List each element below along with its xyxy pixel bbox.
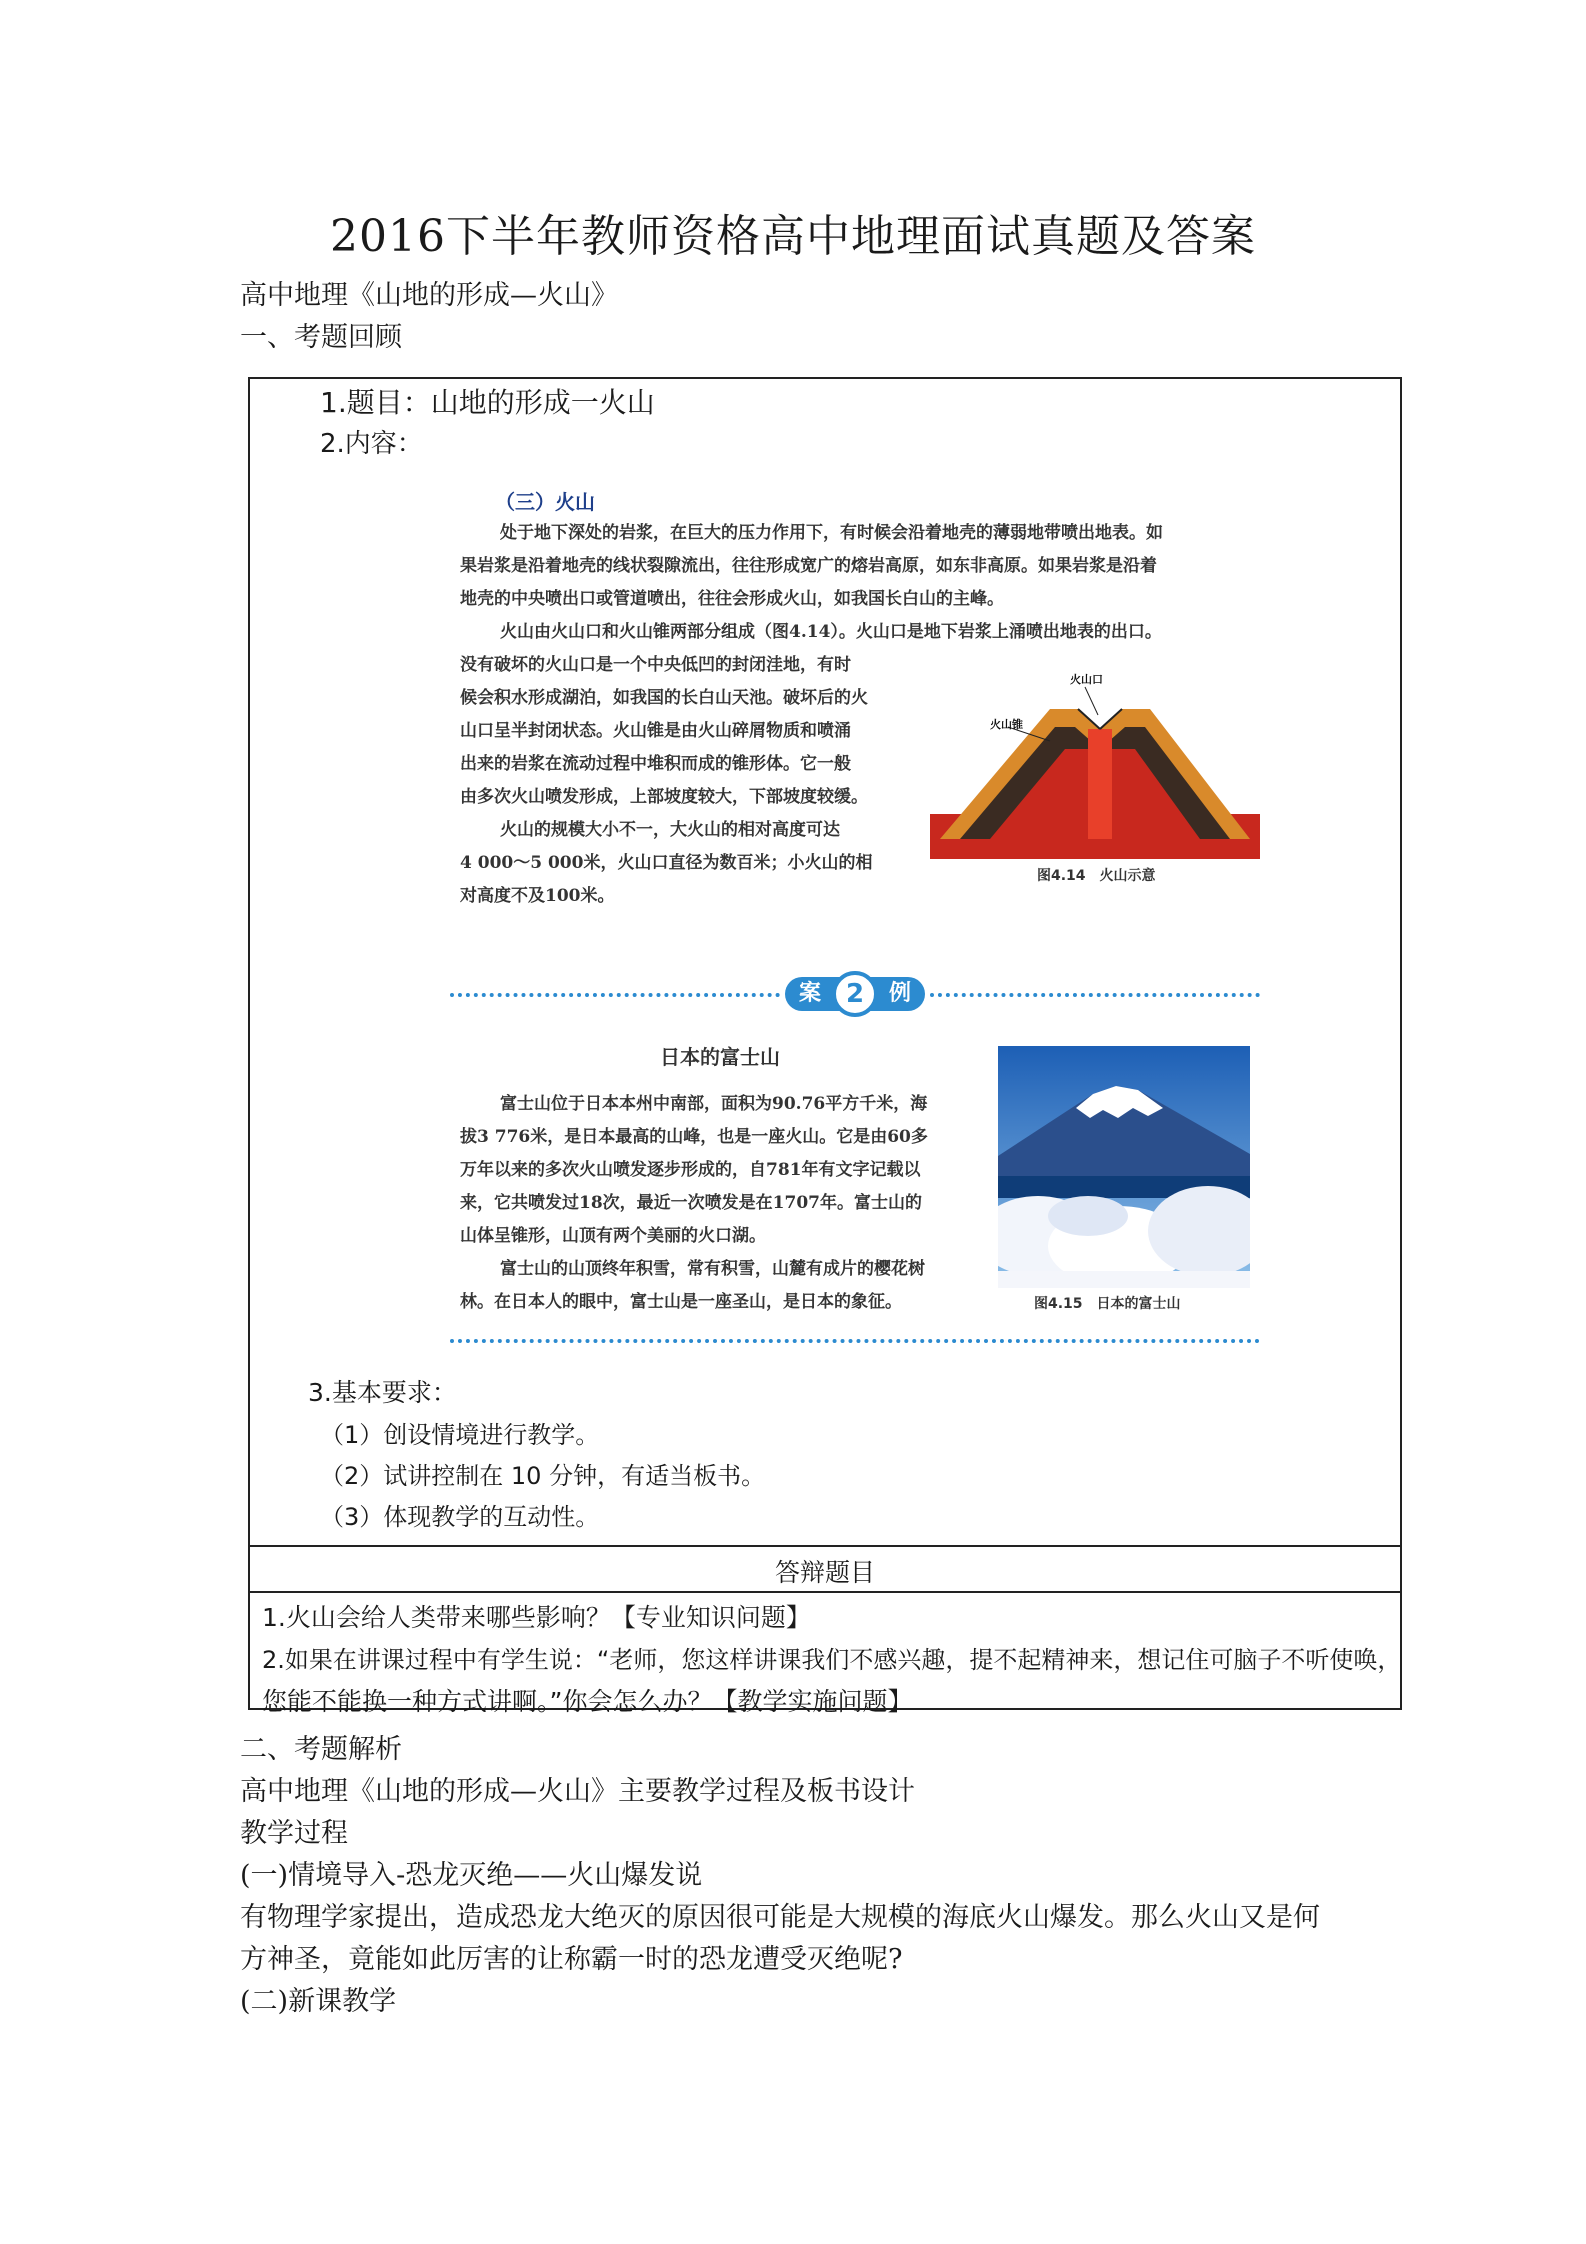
defense-question-1: 1.火山会给人类带来哪些影响？【专业知识问题】 — [262, 1603, 811, 1632]
case-para1-line4: 来，它共喷发过18次，最近一次喷发是在1707年。富士山的 — [460, 1193, 922, 1213]
section-heading-review: 一、考题回顾 — [240, 322, 402, 353]
question-box — [248, 377, 1402, 1716]
defense-question-2-line1: 2.如果在讲课过程中有学生说：“老师，您这样讲课我们不感兴趣，提不起精神来，想记住可脑子不听使唤， — [262, 1646, 1402, 1674]
textbook-para1-line3: 地壳的中央喷出口或管道喷出，往往会形成火山，如我国长白山的主峰。 — [460, 589, 1004, 609]
case-para2-line1: 富士山的山顶终年积雪，常有积雪，山麓有成片的樱花树 — [500, 1259, 925, 1279]
textbook-heading: （三）火山 — [495, 490, 595, 514]
step1-text-line2: 方神圣，竟能如此厉害的让称霸一时的恐龙遭受灭绝呢? — [240, 1944, 903, 1975]
textbook-para2-line2: 没有破坏的火山口是一个中央低凹的封闭洼地，有时 — [460, 655, 851, 675]
textbook-para2-line5: 出来的岩浆在流动过程中堆积而成的锥形体。它一般 — [460, 754, 851, 774]
volcano-conduit — [1088, 729, 1112, 839]
process-heading: 教学过程 — [240, 1818, 348, 1849]
requirement-1: （1）创设情境进行教学。 — [320, 1421, 600, 1449]
case-number: 2 — [832, 971, 878, 1017]
step1-text-line1: 有物理学家提出，造成恐龙大绝灭的原因很可能是大规模的海底火山爆发。那么火山又是何 — [240, 1902, 1320, 1933]
textbook-para2-line3: 候会积水形成湖泊，如我国的长白山天池。破坏后的火 — [460, 688, 868, 708]
section-heading-analysis: 二、考题解析 — [240, 1734, 402, 1765]
case-para1-line1: 富士山位于日本本州中南部，面积为90.76平方千米，海 — [500, 1094, 928, 1114]
textbook-para1-line2: 果岩浆是沿着地壳的线状裂隙流出，往往形成宽广的熔岩高原，如东非高原。如果岩浆是沿着 — [460, 556, 1157, 576]
textbook-para2-line4: 山口呈半封闭状态。火山锥是由火山碎屑物质和喷涌 — [460, 721, 851, 741]
mount-fuji-photo — [998, 1046, 1250, 1288]
requirement-2: （2）试讲控制在 10 分钟，有适当板书。 — [320, 1462, 766, 1490]
case-para2-line2: 林。在日本人的眼中，富士山是一座圣山，是日本的象征。 — [460, 1292, 902, 1312]
box-divider-1 — [250, 1545, 1400, 1547]
volcano-figure-caption: 图4.14 火山示意 — [1037, 868, 1156, 884]
step2-heading: (二)新课教学 — [240, 1986, 397, 2017]
case-badge-right: 例 — [888, 981, 911, 1006]
textbook-para3-line3: 对高度不及100米。 — [460, 886, 615, 906]
textbook-para3-line1: 火山的规模大小不一，大火山的相对高度可达 — [500, 820, 840, 840]
defense-title: 答辩题目 — [774, 1558, 875, 1587]
fuji-figure-caption: 图4.15 日本的富士山 — [1034, 1296, 1181, 1312]
analysis-line: 高中地理《山地的形成—火山》主要教学过程及板书设计 — [240, 1776, 915, 1807]
textbook-para1-line1: 处于地下深处的岩浆，在巨大的压力作用下，有时候会沿着地壳的薄弱地带喷出地表。如 — [500, 523, 1163, 543]
box-divider-2 — [250, 1591, 1400, 1593]
requirements-title: 3.基本要求： — [308, 1378, 457, 1407]
step1-heading: (一)情境导入-恐龙灭绝——火山爆发说 — [240, 1860, 703, 1891]
textbook-para3-line2: 4 000～5 000米，火山口直径为数百米；小火山的相 — [460, 853, 873, 873]
case-divider-bottom — [450, 1339, 1260, 1343]
case-para1-line2: 拔3 776米，是日本最高的山峰，也是一座火山。它是由60多 — [460, 1127, 928, 1147]
case-divider-right — [930, 993, 1260, 997]
topic-line: 1.题目：山地的形成一火山 — [320, 386, 655, 419]
case-badge-left: 案 — [799, 981, 822, 1006]
case-title: 日本的富士山 — [660, 1045, 780, 1069]
case-divider-left — [450, 993, 780, 997]
volcano-diagram — [930, 669, 1260, 859]
content-label: 2.内容： — [320, 429, 423, 459]
volcano-cone-label: 火山锥 — [990, 718, 1023, 731]
subject-line: 高中地理《山地的形成—火山》 — [240, 280, 618, 311]
document-title: 2016下半年教师资格高中地理面试真题及答案 — [330, 211, 1256, 262]
volcano-crater-label: 火山口 — [1070, 673, 1103, 686]
defense-question-2-line2: 您能不能换一种方式讲啊。”你会怎么办？【教学实施问题】 — [262, 1687, 913, 1716]
case-para1-line5: 山体呈锥形，山顶有两个美丽的火口湖。 — [460, 1226, 766, 1246]
textbook-para2-line1: 火山由火山口和火山锥两部分组成（图4.14）。火山口是地下岩浆上涌喷出地表的出口。 — [500, 622, 1162, 642]
requirement-3: （3）体现教学的互动性。 — [320, 1503, 600, 1531]
case-para1-line3: 万年以来的多次火山喷发逐步形成的，自781年有文字记载以 — [460, 1160, 921, 1180]
textbook-para2-line6: 由多次火山喷发形成，上部坡度较大，下部坡度较缓。 — [460, 787, 868, 807]
